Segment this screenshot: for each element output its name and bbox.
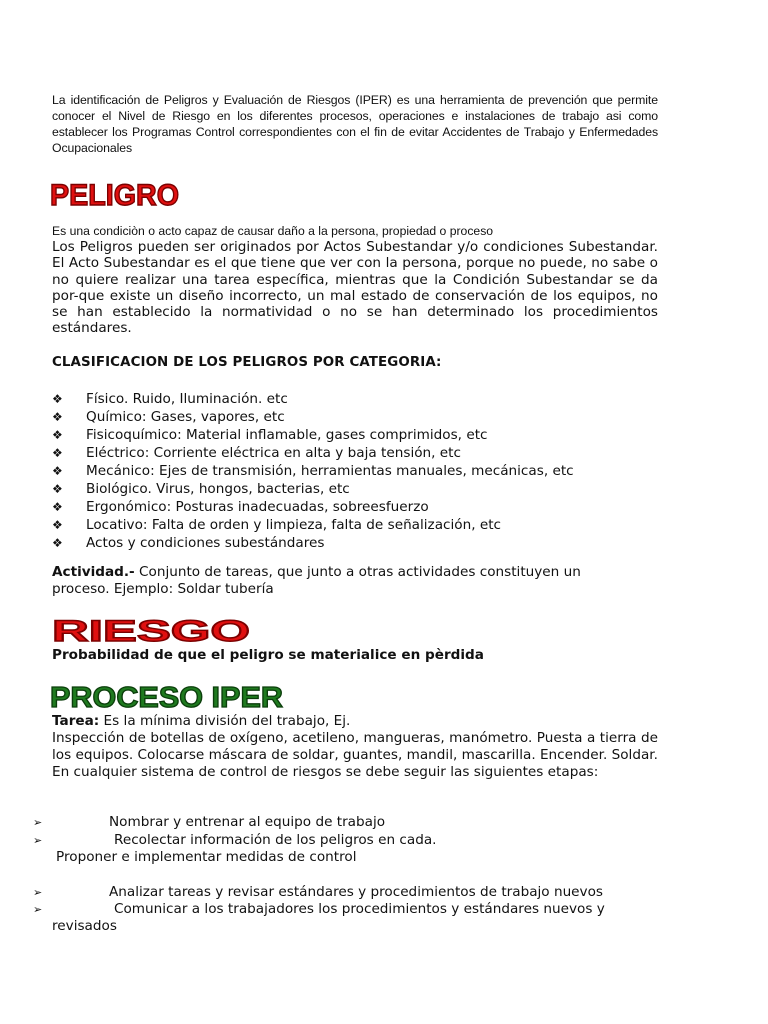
actividad-paragraph xyxy=(52,564,632,598)
intro-paragraph: La identificación de Peligros y Evaluación de Riesgos (IPER) es una herramienta de prevención que permite conocer el Nivel de Riesgo en los diferentes procesos, operaciones e instalaciones de trabajo asi como establecer los Programas Control correspondientes con el fin de evitar Accidentes de Trabajo y Enfermedades Ocupacionales xyxy=(52,93,658,155)
diamond-bullet-icon: ❖ xyxy=(52,428,63,442)
list-item-label: Actos y condiciones subestándares xyxy=(86,535,325,551)
diamond-bullet-icon: ❖ xyxy=(52,446,63,460)
step-label: revisados xyxy=(52,918,117,934)
diamond-bullet-icon: ❖ xyxy=(52,482,63,496)
diamond-bullet-icon: ❖ xyxy=(52,518,63,532)
diamond-bullet-icon: ❖ xyxy=(52,536,63,550)
list-item xyxy=(52,516,672,534)
step-item xyxy=(33,918,633,935)
list-item-label: Ergonómico: Posturas inadecuadas, sobreesfuerzo xyxy=(86,499,429,515)
peligro-heading xyxy=(50,175,190,211)
diamond-bullet-icon: ❖ xyxy=(52,410,63,424)
list-item xyxy=(52,390,672,408)
list-item xyxy=(52,480,672,498)
arrow-bullet-icon: ➢ xyxy=(33,903,43,916)
list-item-label: Físico. Ruido, Iluminación. etc xyxy=(86,391,288,407)
arrow-bullet-icon: ➢ xyxy=(33,816,43,829)
riesgo-heading-text: RIESGO xyxy=(52,615,250,648)
arrow-bullet-icon: ➢ xyxy=(33,886,43,899)
list-item-label: Locativo: Falta de orden y limpieza, falta de señalización, etc xyxy=(86,517,502,533)
step-label: Comunicar a los trabajadores los procedimientos y estándares nuevos y xyxy=(114,901,605,917)
step-label: Proponer e implementar medidas de control xyxy=(56,849,357,865)
step-item xyxy=(33,832,633,849)
list-item xyxy=(52,444,672,462)
list-item xyxy=(52,408,672,426)
classification-list xyxy=(52,390,672,552)
list-item-label: Biológico. Virus, hongos, bacterias, etc xyxy=(86,481,350,497)
diamond-bullet-icon: ❖ xyxy=(52,392,63,406)
step-label: Analizar tareas y revisar estándares y procedimientos de trabajo nuevos xyxy=(109,884,603,900)
list-item-label: Mecánico: Ejes de transmisión, herramientas manuales, mecánicas, etc xyxy=(86,463,574,479)
list-item xyxy=(52,498,672,516)
list-item-label: Eléctrico: Corriente eléctrica en alta y baja tensión, etc xyxy=(86,445,461,461)
proceso-iper-heading-text: PROCESO IPER xyxy=(50,682,284,714)
list-item xyxy=(52,534,672,552)
list-item xyxy=(52,426,672,444)
step-item xyxy=(33,901,653,918)
step-item xyxy=(33,814,633,831)
actividad-label: Actividad.- xyxy=(52,564,135,580)
peligro-paragraph: Los Peligros pueden ser originados por Actos Subestandar y/o condiciones Subestandar. El Acto Subestandar es el que tiene que ver con la persona, porque no puede, no sabe o no quiere realizar una tarea específica, mientras que la Condición Subestandar se da por-que existe un diseño incorrecto, un mal estado de conservación de los equipos, no se han establecido la normatividad o no se han determinado los procedimientos estándares. xyxy=(52,239,658,337)
tarea-line xyxy=(52,713,658,730)
proceso-iper-heading xyxy=(50,678,290,714)
classification-title: CLASIFICACION DE LOS PELIGROS POR CATEGORIA: xyxy=(52,355,442,370)
peligro-definition: Es una condiciòn o acto capaz de causar daño a la persona, propiedad o proceso xyxy=(52,224,494,238)
riesgo-heading xyxy=(50,612,260,646)
tarea-text: Es la mínima división del trabajo, Ej. xyxy=(99,713,351,729)
riesgo-definition: Probabilidad de que el peligro se materialice en pèrdida xyxy=(52,647,484,663)
list-item xyxy=(52,462,672,480)
step-item xyxy=(33,849,633,866)
diamond-bullet-icon: ❖ xyxy=(52,464,63,478)
step-label: Nombrar y entrenar al equipo de trabajo xyxy=(109,814,386,830)
list-item-label: Fisicoquímico: Material inflamable, gases comprimidos, etc xyxy=(86,427,488,443)
tarea-example: Inspección de botellas de oxígeno, acetileno, mangueras, manómetro. Puesta a tierra de los equipos. Colocarse máscara de soldar, guantes, mandil, mascarilla. Encender. Soldar. xyxy=(52,730,658,763)
list-item-label: Químico: Gases, vapores, etc xyxy=(86,409,285,425)
tarea-block xyxy=(52,713,658,781)
arrow-bullet-icon: ➢ xyxy=(33,834,43,847)
step-label: Recolectar información de los peligros en cada. xyxy=(114,832,437,848)
tarea-label: Tarea: xyxy=(52,713,100,729)
diamond-bullet-icon: ❖ xyxy=(52,500,63,514)
etapas-intro: En cualquier sistema de control de riesgos se debe seguir las siguientes etapas: xyxy=(52,764,599,780)
peligro-heading-text: PELIGRO xyxy=(50,179,179,212)
actividad-text: Conjunto de tareas, que junto a otras actividades constituyen un proceso. Ejemplo: Soldar tubería xyxy=(52,564,581,597)
step-item xyxy=(33,884,653,901)
